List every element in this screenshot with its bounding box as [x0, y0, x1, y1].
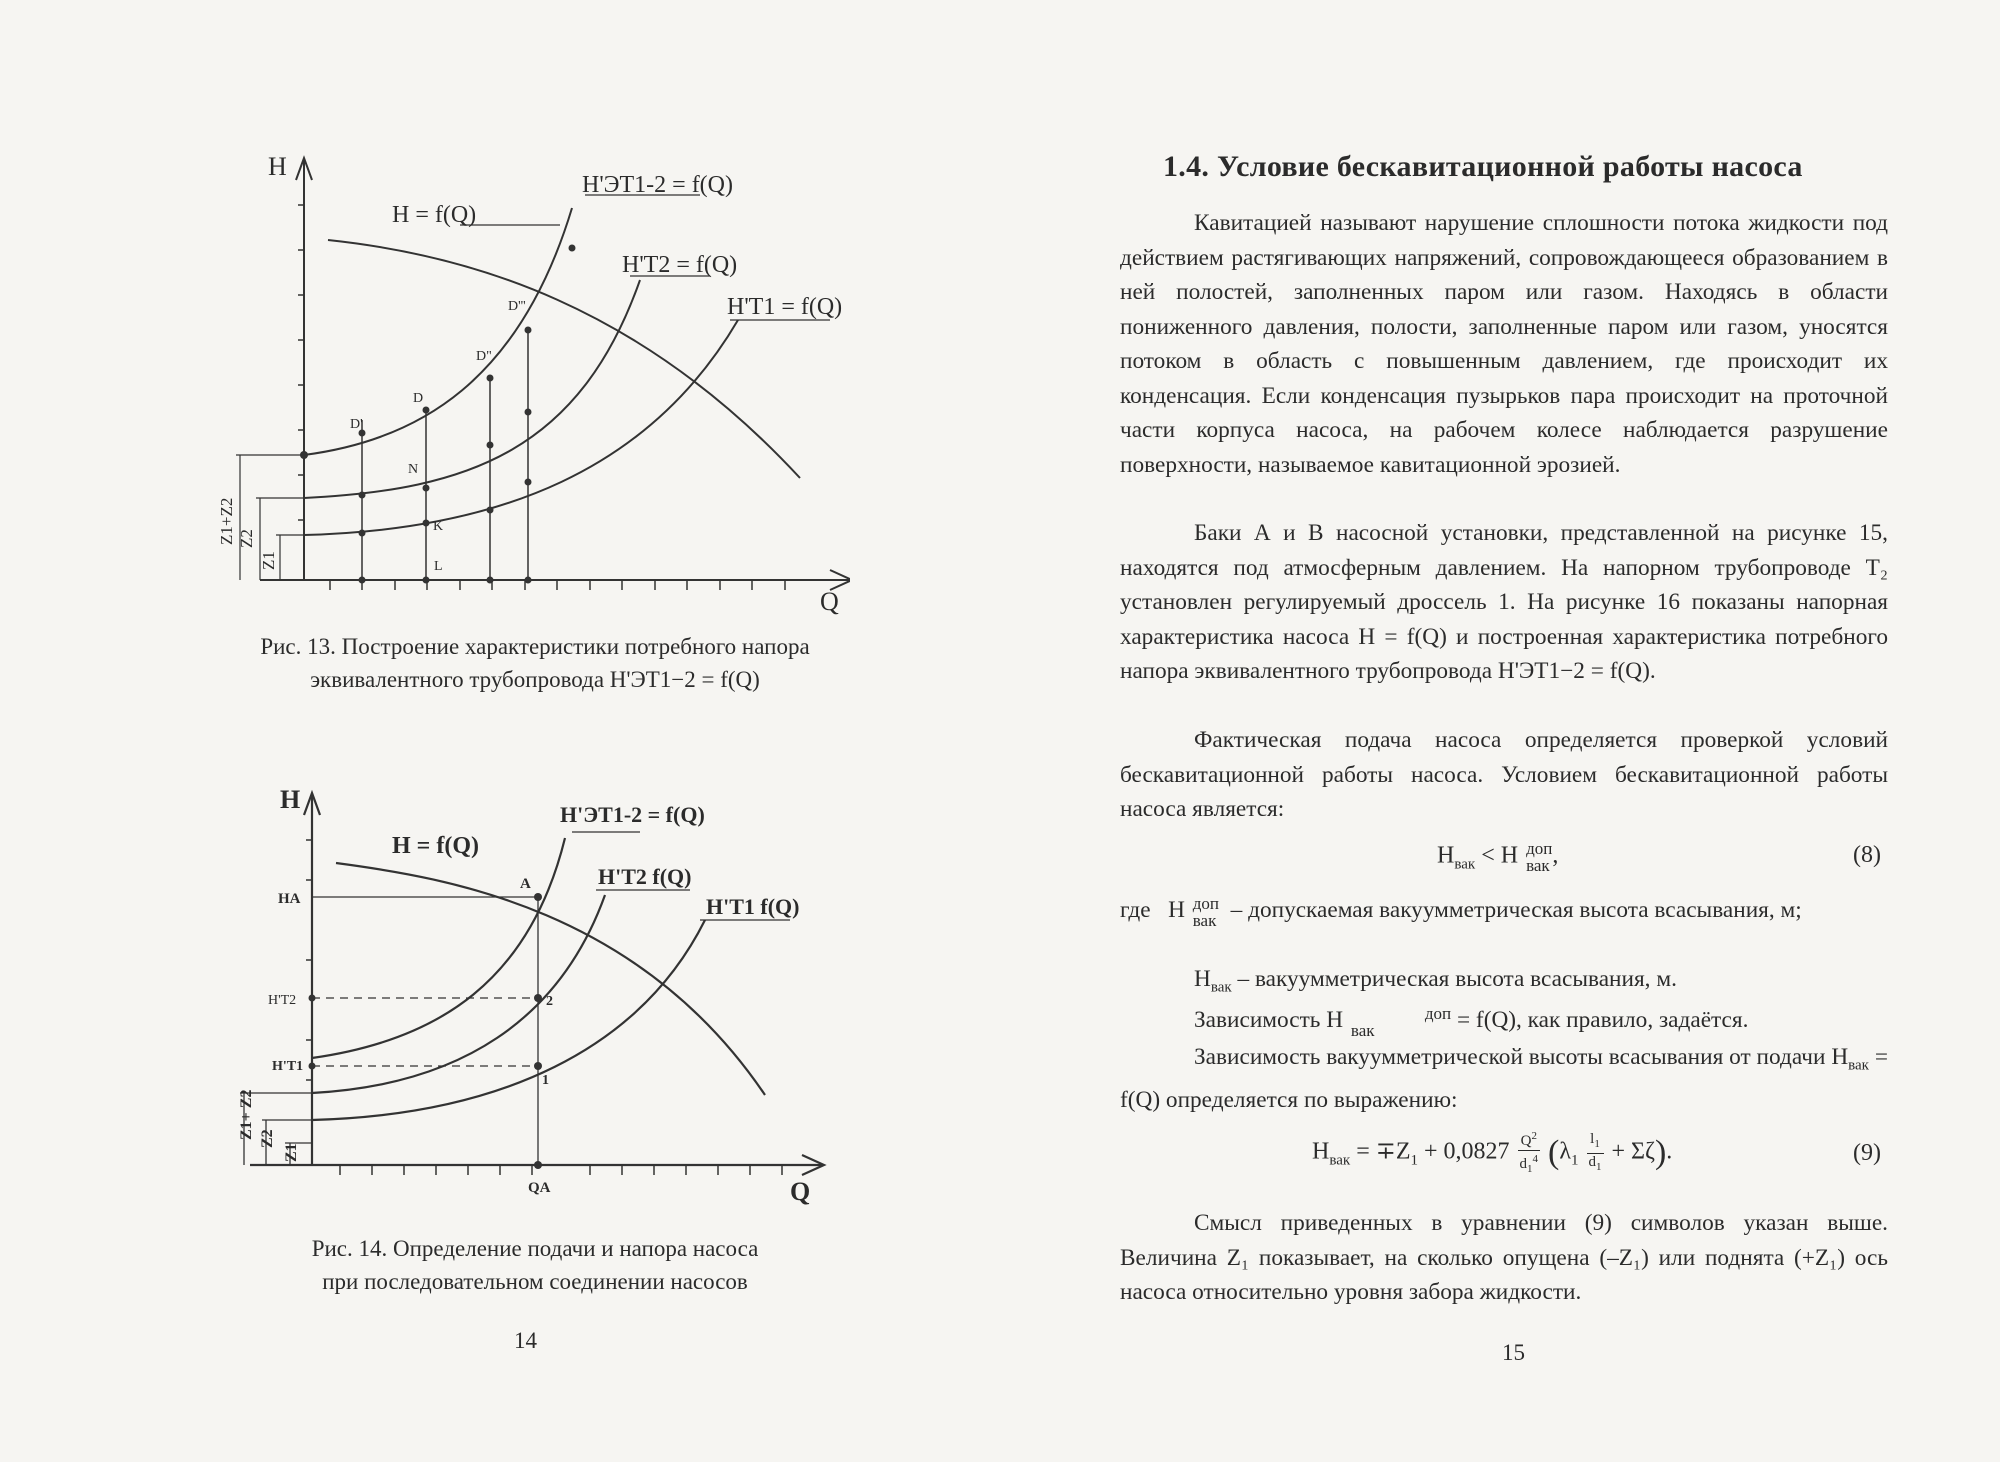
paragraph-tanks-formula: H'ЭТ1−2 = f(Q). — [1497, 658, 1656, 684]
dependency-1-after: = f(Q), как правило, задаётся. — [1456, 1007, 1749, 1033]
fig14-dim-z2: Z2 — [259, 1129, 276, 1148]
dependency-line-2: Зависимость вакуумметрической высоты всасывания от подачи $H_{вак} = f(Q)$ определяется по выражению: — [1120, 1044, 1888, 1114]
fig14-label-qa: QA — [528, 1180, 551, 1196]
figure-14-plot — [200, 775, 850, 1215]
equation-9: $H_{вак} = \mp Z_1 + 0,0827$ $\frac{Q^2}{d_1^4}$ ($\lambda_1$ $\frac{l_1}{d_1}$ + Σζ). — [1312, 1130, 1673, 1175]
fig13-curve-pump-label: H = f(Q) — [392, 202, 477, 228]
paragraph-cavitation: Кавитацией называют нарушение сплошности потока жидкости под действием растягивающих напряжений, сопровождающееся образованием в ней полостей, заполненных паром или газом. Находясь в области пониженного давления, полости, заполненные паром или газом, уносятся потоком в область с повышенным давлением, где происходит их конденсация. Если конденсация пузырьков пара происходит на проточной части корпуса насоса, на рабочем колесе наблюдается разрушение поверхности, называемое кавитационной эрозией. — [1120, 210, 1888, 478]
fig14-curve-t2-label: H'Т2 f(Q) — [598, 864, 692, 889]
equation-9-number: (9) — [1853, 1140, 1881, 1166]
fig14-dim-z1z2: Z1+ Z2 — [238, 1089, 255, 1140]
fig13-point-l: L — [434, 559, 443, 574]
equation-8: $H_{вак} < H$ доп вак , — [1437, 839, 1559, 875]
fig14-label-ht1: H'T1 — [272, 1059, 304, 1074]
paragraph-tanks — [1120, 516, 1888, 689]
where-2-text: – вакуумметрическая высота всасывания, м. — [1237, 966, 1677, 992]
dependency-2-after: = f(Q) определяется по выражению: — [1120, 1044, 1888, 1114]
fig13-point-d: D — [413, 391, 424, 406]
where-line-2: $H_{вак}$ – вакуумметрическая высота всасывания, м. — [1194, 966, 1677, 996]
fig13-axis-q: Q — [820, 587, 839, 616]
figure-14-caption — [200, 1232, 870, 1298]
paragraph-condition: Фактическая подача насоса определяется проверкой условий бескавитационной работы насоса. Условием бескавитационной работы насоса является: — [1120, 727, 1888, 822]
fig13-curve-t1-label: H'Т1 = f(Q) — [727, 294, 843, 320]
fig14-point-a: A — [520, 876, 531, 892]
dependency-2-text: Зависимость вакуумметрической высоты всасывания от подачи — [1194, 1044, 1826, 1070]
fig13-curve-et-label: H'ЭТ1-2 = f(Q) — [582, 172, 733, 198]
fig14-label-ha: HA — [278, 891, 301, 907]
figure-14 — [200, 775, 850, 1215]
section-heading: 1.4. Условие бескавитационной работы насоса — [1163, 150, 1803, 183]
figure-13-plot — [200, 140, 850, 630]
where-line-1: где H доп вак – допускаемая вакуумметрическая высота всасывания, м; — [1120, 893, 1802, 930]
fig13-point-d2: D" — [476, 349, 492, 364]
fig14-curve-et-label: H'ЭТ1-2 = f(Q) — [560, 802, 705, 827]
paragraph-tanks-text: Баки А и В насосной установки, представленной на рисунке 15, находятся под атмосферным давлением. На напорном трубопроводе Т₂ установлен регулируемый дроссель 1. На рисунке 16 показаны напорная характеристика насоса H = f(Q) и построенная характеристика потребного напора эквивалентного трубопровода — [1120, 520, 1888, 684]
dependency-line-1: Зависимость H доп вак = f(Q), как правило, задаётся. — [1194, 1003, 1749, 1040]
figure-13 — [200, 140, 850, 630]
figure-14-caption-line1: Рис. 14. Определение подачи и напора насоса — [311, 1236, 759, 1261]
fig14-axis-q: Q — [790, 1177, 811, 1206]
fig13-axis-h: H — [268, 152, 287, 181]
paragraph-meaning: Смысл приведенных в уравнении (9) символов указан выше. Величина Z₁ показывает, на сколько опущена (–Z₁) или поднята (+Z₁) ось насоса относительно уровня забора жидкости. — [1120, 1210, 1888, 1305]
fig14-curve-t1-label: H'Т1 f(Q) — [706, 894, 800, 919]
fig14-curve-pump-label: H = f(Q) — [392, 833, 479, 859]
dependency-1-before: Зависимость — [1194, 1007, 1321, 1033]
fig13-dim-z1z2: Z1+Z2 — [217, 497, 236, 545]
where-1-text: – допускаемая вакуумметрическая высота всасывания, м; — [1230, 897, 1802, 923]
fig14-point-2: 2 — [546, 994, 553, 1009]
fig13-point-d3: D''' — [508, 299, 526, 314]
fig14-dim-z1: Z1 — [283, 1143, 300, 1162]
figure-13-caption-line1: Рис. 13. Построение характеристики потребного напора — [260, 634, 810, 659]
fig13-point-n: N — [408, 462, 419, 477]
fig13-curve-t2-label: H'Т2 = f(Q) — [622, 252, 738, 278]
page-number-left: 14 — [514, 1328, 537, 1353]
fig13-dim-z1: Z1 — [259, 551, 278, 570]
figure-13-caption — [200, 630, 870, 696]
equation-8-number: (8) — [1853, 842, 1881, 868]
fig13-point-k: K — [433, 519, 444, 534]
figure-13-caption-line2: эквивалентного трубопровода H'ЭТ1−2 = f(Q) — [310, 667, 760, 692]
fig14-axis-h: H — [280, 785, 301, 814]
where-word: где — [1120, 897, 1151, 923]
fig13-point-d1: D' — [350, 417, 363, 432]
fig14-label-ht2: H'T2 — [268, 993, 297, 1008]
fig14-point-1: 1 — [542, 1073, 549, 1088]
page-number-right: 15 — [1502, 1340, 1525, 1365]
figure-14-caption-line2: при последовательном соединении насосов — [322, 1269, 748, 1294]
fig13-dim-z2: Z2 — [237, 529, 256, 548]
